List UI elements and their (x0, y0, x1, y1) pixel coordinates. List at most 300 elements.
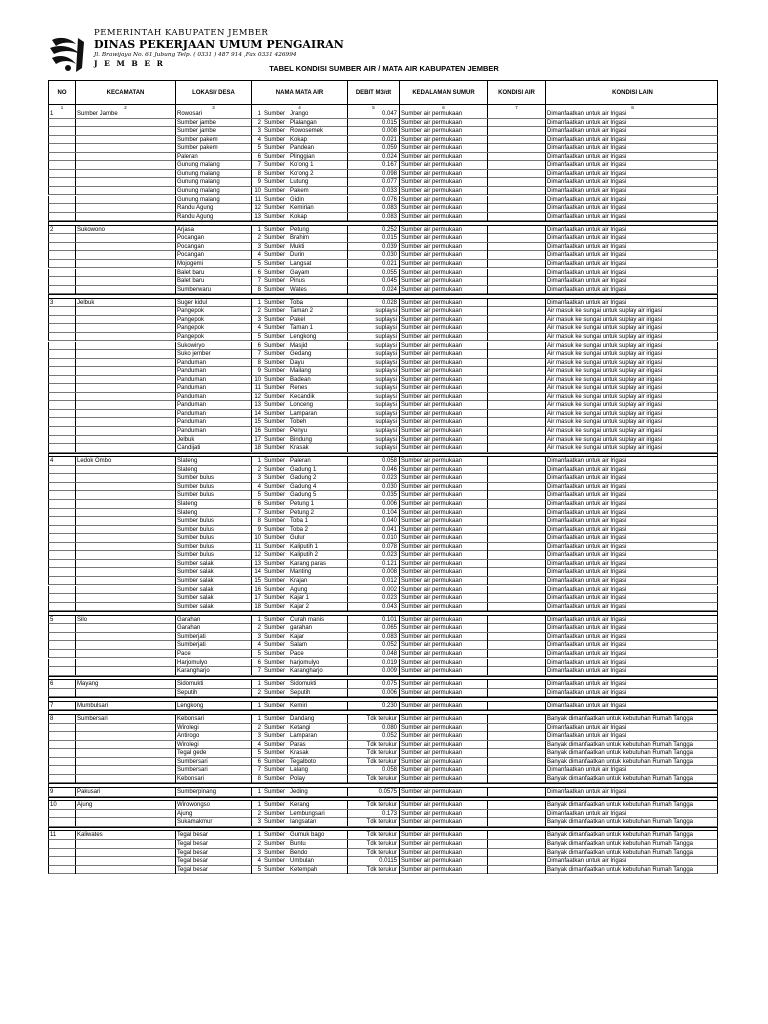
cell-source-index: 15 (251, 577, 263, 585)
cell-kedalaman-sumur: Sumber air permukaan (399, 444, 487, 452)
table-row (48, 359, 718, 368)
cell-lokasi-desa: Slateng (175, 466, 251, 474)
cell-source-prefix: Sumber (264, 436, 286, 443)
cell-kedalaman-sumur: Sumber air permukaan (399, 560, 487, 568)
cell-source-prefix: Sumber (264, 750, 286, 757)
cell-kondisi-lain: Dimanfaatkan untuk air Irigasi (545, 474, 718, 482)
cell-kecamatan (75, 251, 175, 259)
cell-no (49, 466, 75, 474)
table-row (48, 342, 718, 351)
cell-kondisi-air (487, 603, 545, 611)
table-row (48, 551, 718, 560)
cell-kecamatan (75, 551, 175, 559)
cell-kedalaman-sumur: Sumber air permukaan (399, 491, 487, 499)
cell-source-index: 6 (251, 153, 263, 161)
cell-lokasi-desa: Pocangan (175, 251, 251, 259)
cell-kondisi-air (487, 633, 545, 641)
cell-kondisi-lain: Dimanfaatkan untuk air Irigasi (545, 457, 718, 465)
cell-kedalaman-sumur: Sumber air permukaan (399, 857, 487, 865)
cell-kedalaman-sumur: Sumber air permukaan (399, 466, 487, 474)
cell-source-index: 8 (251, 170, 263, 178)
cell-kondisi-air (487, 444, 545, 452)
cell-lokasi-desa: Sumber salak (175, 594, 251, 602)
cell-kecamatan (75, 144, 175, 152)
cell-source-name: Gadung 1 (290, 466, 317, 473)
header-debit: DEBIT M3/dt (347, 81, 399, 105)
cell-no (49, 153, 75, 161)
cell-no (49, 204, 75, 212)
cell-kecamatan (75, 641, 175, 649)
cell-kecamatan (75, 650, 175, 658)
cell-debit: 0.045 (347, 277, 399, 285)
table-row (48, 500, 718, 509)
table-row (48, 509, 718, 518)
cell-source-index: 8 (251, 775, 263, 783)
agency-address: Jl. Brawijaya No. 61 Jubung Telp. ( 0331 ) 487 914 ,Fax 0331 426994 (94, 52, 297, 58)
cell-kecamatan: Ledok Ombo (75, 457, 175, 465)
cell-debit: 0.023 (347, 474, 399, 482)
cell-source-index: 1 (251, 110, 263, 118)
cell-source-index: 16 (251, 427, 263, 435)
cell-source-name: Gadung 5 (290, 492, 317, 499)
cell-kecamatan (75, 667, 175, 675)
cell-lokasi-desa: Sumbersari (175, 766, 251, 774)
table-row (48, 857, 718, 866)
cell-kedalaman-sumur: Sumber air permukaan (399, 641, 487, 649)
cell-kedalaman-sumur: Sumber air permukaan (399, 119, 487, 127)
cell-source-index: 9 (251, 178, 263, 186)
cell-source-index: 6 (251, 269, 263, 277)
cell-lokasi-desa: Sumber jambe (175, 119, 251, 127)
cell-source-name: Petung 1 (290, 501, 315, 507)
cell-kondisi-air (487, 577, 545, 585)
cell-source-prefix: Sumber (264, 226, 286, 233)
cell-kondisi-lain: Air masuk ke sungai untuk suplay air irigasi (545, 324, 718, 332)
cell-kecamatan (75, 269, 175, 277)
table-row (48, 560, 718, 569)
cell-no (49, 350, 75, 358)
cell-kedalaman-sumur: Sumber air permukaan (399, 840, 487, 848)
cell-kondisi-lain: Banyak dimanfaatkan untuk kebutuhan Rumah Tangga (545, 866, 718, 874)
cell-source-prefix: Sumber (264, 535, 286, 542)
table-row (48, 324, 718, 333)
table-row (48, 418, 718, 427)
cell-source-name: Karangharjo (290, 668, 323, 675)
cell-kondisi-lain: Banyak dimanfaatkan untuk kebutuhan Rumah Tangga (545, 715, 718, 723)
cell-kedalaman-sumur: Sumber air permukaan (399, 577, 487, 585)
table-row (48, 307, 718, 316)
cell-kondisi-lain: Dimanfaatkan untuk air Irigasi (545, 119, 718, 127)
cell-source-prefix: Sumber (264, 316, 286, 323)
cell-debit: 0.009 (347, 667, 399, 675)
cell-no (49, 624, 75, 632)
cell-lokasi-desa: Sumberpinang (175, 788, 251, 796)
cell-source-name: Jrango (290, 111, 309, 117)
cell-source-prefix: Sumber (264, 716, 286, 723)
cell-kecamatan: Sumbersari (75, 715, 175, 723)
cell-no: 8 (50, 716, 54, 723)
cell-debit: Tdk terukur (347, 715, 399, 723)
cell-source-name: garahan (290, 625, 313, 632)
cell-kecamatan (75, 376, 175, 384)
cell-kedalaman-sumur: Sumber air permukaan (399, 603, 487, 611)
cell-source-index: 5 (251, 491, 263, 499)
cell-lokasi-desa: Sukowiryo (175, 342, 251, 350)
cell-kecamatan (75, 127, 175, 135)
cell-kedalaman-sumur: Sumber air permukaan (399, 153, 487, 161)
cell-source-name: Karang paras (290, 560, 327, 567)
cell-source-index: 1 (251, 226, 263, 234)
cell-no (49, 810, 75, 818)
cell-source-name: Plinggian (290, 153, 315, 160)
table-row (48, 594, 718, 603)
table-row (48, 384, 718, 393)
cell-kondisi-air (487, 534, 545, 542)
column-number: 3 (175, 105, 251, 110)
cell-kondisi-air (487, 659, 545, 667)
cell-source-name: Ko'ong 1 (290, 162, 314, 169)
cell-kondisi-air (487, 594, 545, 602)
cell-source-name: Buntu (290, 841, 306, 847)
cell-debit: suplaysi (347, 393, 399, 401)
cell-source-index: 7 (251, 667, 263, 675)
cell-source-prefix: Sumber (264, 733, 286, 740)
column-number: 5 (347, 105, 399, 110)
cell-debit: 0.039 (347, 243, 399, 251)
cell-source-prefix: Sumber (264, 153, 286, 160)
cell-kecamatan (75, 474, 175, 482)
cell-debit: suplaysi (347, 376, 399, 384)
cell-source-index: 12 (251, 551, 263, 559)
cell-source-index: 5 (251, 749, 263, 757)
cell-lokasi-desa: Seputih (175, 689, 251, 697)
cell-kecamatan: Mumbulsari (75, 702, 175, 710)
cell-kondisi-air (487, 849, 545, 857)
cell-debit: 0.043 (347, 603, 399, 611)
cell-kecamatan (75, 534, 175, 542)
cell-no (49, 196, 75, 204)
cell-kondisi-lain: Air masuk ke sungai untuk suplay air irigasi (545, 376, 718, 384)
cell-no (49, 213, 75, 221)
cell-kecamatan (75, 526, 175, 534)
cell-no (49, 260, 75, 268)
cell-source-index: 13 (251, 560, 263, 568)
table-row (48, 260, 718, 269)
cell-kecamatan (75, 857, 175, 865)
cell-kondisi-air (487, 680, 545, 688)
cell-kondisi-lain: Air masuk ke sungai untuk suplay air irigasi (545, 316, 718, 324)
cell-kecamatan (75, 491, 175, 499)
cell-source-name: Lamparan (290, 733, 318, 740)
cell-kondisi-lain: Dimanfaatkan untuk air Irigasi (545, 603, 718, 611)
cell-source-name: Pakel (290, 316, 306, 323)
cell-debit: 0.048 (347, 650, 399, 658)
cell-kedalaman-sumur: Sumber air permukaan (399, 702, 487, 710)
cell-kondisi-lain: Dimanfaatkan untuk air Irigasi (545, 144, 718, 152)
cell-source-index: 1 (251, 616, 263, 624)
table-row (48, 243, 718, 252)
table-row (48, 367, 718, 376)
table-row (48, 204, 718, 213)
table-row (48, 775, 718, 784)
cell-kecamatan (75, 401, 175, 409)
table-row (48, 144, 718, 153)
cell-source-name: Kemirian (290, 205, 314, 212)
cell-kedalaman-sumur: Sumber air permukaan (399, 457, 487, 465)
cell-debit: 0.167 (347, 161, 399, 169)
cell-kecamatan: Sumber Jambe (75, 110, 175, 118)
column-number: 4 (251, 105, 347, 110)
cell-source-index: 5 (251, 866, 263, 874)
cell-kondisi-lain: Dimanfaatkan untuk air Irigasi (545, 178, 718, 186)
cell-no (49, 840, 75, 848)
table-row (48, 234, 718, 243)
cell-debit: 0.023 (347, 594, 399, 602)
cell-kondisi-air (487, 715, 545, 723)
cell-kondisi-air (487, 170, 545, 178)
table-row (48, 801, 718, 810)
cell-kecamatan (75, 260, 175, 268)
cell-source-prefix: Sumber (264, 179, 286, 186)
cell-debit: suplaysi (347, 418, 399, 426)
cell-source-name: Taman 1 (290, 325, 314, 332)
cell-kedalaman-sumur: Sumber air permukaan (399, 178, 487, 186)
table-row (48, 534, 718, 543)
cell-lokasi-desa: Randu Agung (175, 213, 251, 221)
cell-no (49, 286, 75, 294)
cell-kecamatan: Ajung (75, 801, 175, 809)
cell-no (49, 234, 75, 242)
cell-kondisi-air (487, 766, 545, 774)
table-row (48, 226, 718, 235)
cell-source-prefix: Sumber (264, 819, 286, 826)
table-row (48, 393, 718, 402)
header-kondisi-air: KONDISI AIR (487, 81, 545, 105)
cell-kedalaman-sumur: Sumber air permukaan (399, 161, 487, 169)
cell-kondisi-lain: Dimanfaatkan untuk air Irigasi (545, 153, 718, 161)
cell-kecamatan (75, 410, 175, 418)
cell-kondisi-lain: Banyak dimanfaatkan untuk kebutuhan Rumah Tangga (545, 831, 718, 839)
cell-source-name: Gidin (290, 196, 305, 203)
cell-source-name: Durin (290, 252, 305, 259)
table-row (48, 650, 718, 659)
agency-city: J E M B E R (94, 59, 165, 68)
table-row (48, 633, 718, 642)
cell-kondisi-lain: Banyak dimanfaatkan untuk kebutuhan Rumah Tangga (545, 840, 718, 848)
table-row (48, 127, 718, 136)
cell-debit: 0.030 (347, 483, 399, 491)
cell-debit: suplaysi (347, 444, 399, 452)
table-row (48, 251, 718, 260)
cell-kondisi-air (487, 410, 545, 418)
cell-kondisi-lain: Dimanfaatkan untuk air Irigasi (545, 810, 718, 818)
cell-source-name: Kajar (290, 633, 305, 640)
table-row (48, 136, 718, 145)
cell-source-name: Iangsatan (290, 819, 317, 826)
cell-debit: 0.101 (347, 616, 399, 624)
cell-source-name: Ketempah (290, 866, 318, 873)
cell-source-name: Petung (290, 226, 310, 233)
cell-debit: 0.015 (347, 234, 399, 242)
cell-kedalaman-sumur: Sumber air permukaan (399, 667, 487, 675)
cell-kondisi-air (487, 316, 545, 324)
cell-no (49, 342, 75, 350)
cell-kedalaman-sumur: Sumber air permukaan (399, 144, 487, 152)
table-row (48, 866, 718, 875)
cell-lokasi-desa: Slateng (175, 509, 251, 517)
table-row (48, 624, 718, 633)
cell-kecamatan (75, 436, 175, 444)
cell-kecamatan (75, 866, 175, 874)
cell-source-prefix: Sumber (264, 428, 286, 434)
cell-source-name: Langsat (290, 260, 312, 267)
cell-debit: 0.083 (347, 213, 399, 221)
cell-lokasi-desa: Sumberjati (175, 633, 251, 641)
cell-source-name: Krasak (290, 750, 309, 757)
cell-kecamatan (75, 603, 175, 611)
cell-lokasi-desa: Gunung malang (175, 187, 251, 195)
cell-source-name: Wates (290, 286, 307, 293)
cell-source-index: 8 (251, 286, 263, 294)
cell-kecamatan (75, 724, 175, 732)
cell-source-prefix: Sumber (264, 810, 286, 817)
cell-source-name: Brahim (290, 235, 310, 242)
cell-lokasi-desa: Arjasa (175, 226, 251, 234)
cell-source-prefix: Sumber (264, 351, 286, 358)
cell-no (49, 243, 75, 251)
cell-kondisi-lain: Dimanfaatkan untuk air Irigasi (545, 586, 718, 594)
cell-debit: suplaysi (347, 436, 399, 444)
cell-kondisi-lain: Banyak dimanfaatkan untuk kebutuhan Rumah Tangga (545, 849, 718, 857)
cell-lokasi-desa: Gunung malang (175, 161, 251, 169)
cell-kedalaman-sumur: Sumber air permukaan (399, 350, 487, 358)
cell-source-index: 5 (251, 260, 263, 268)
cell-kedalaman-sumur: Sumber air permukaan (399, 543, 487, 551)
cell-kecamatan (75, 818, 175, 826)
cell-kondisi-lain: Air masuk ke sungai untuk suplay air irigasi (545, 359, 718, 367)
cell-source-index: 2 (251, 810, 263, 818)
cell-source-index: 7 (251, 766, 263, 774)
cell-kondisi-air (487, 866, 545, 874)
cell-source-name: Kokap (290, 136, 308, 143)
cell-lokasi-desa: Sumberwaru (175, 286, 251, 294)
table-row (48, 170, 718, 179)
cell-lokasi-desa: Sumbersari (175, 758, 251, 766)
cell-no (49, 758, 75, 766)
table-row (48, 840, 718, 849)
cell-kondisi-air (487, 741, 545, 749)
cell-lokasi-desa: Wirowongso (175, 801, 251, 809)
cell-kondisi-lain: Air masuk ke sungai untuk suplay air irigasi (545, 418, 718, 426)
cell-kondisi-air (487, 110, 545, 118)
cell-kondisi-lain: Dimanfaatkan untuk air Irigasi (545, 724, 718, 732)
cell-no (49, 749, 75, 757)
cell-source-name: Kaliputih 2 (290, 552, 319, 559)
cell-kecamatan (75, 560, 175, 568)
cell-kecamatan (75, 689, 175, 697)
cell-source-prefix: Sumber (264, 767, 286, 774)
cell-kondisi-air (487, 299, 545, 307)
cell-no (49, 849, 75, 857)
cell-kondisi-air (487, 178, 545, 186)
cell-kondisi-air (487, 277, 545, 285)
cell-kondisi-air (487, 724, 545, 732)
cell-source-prefix: Sumber (264, 136, 286, 143)
cell-no (49, 586, 75, 594)
cell-debit: 0.058 (347, 766, 399, 774)
cell-kondisi-lain: Air masuk ke sungai untuk suplay air irigasi (545, 367, 718, 375)
table-row (48, 401, 718, 410)
cell-kecamatan (75, 136, 175, 144)
cell-kondisi-air (487, 393, 545, 401)
cell-source-index: 3 (251, 316, 263, 324)
cell-no (49, 491, 75, 499)
cell-kedalaman-sumur: Sumber air permukaan (399, 170, 487, 178)
cell-kedalaman-sumur: Sumber air permukaan (399, 307, 487, 315)
cell-kedalaman-sumur: Sumber air permukaan (399, 436, 487, 444)
cell-source-name: Petung 2 (290, 509, 315, 516)
cell-source-prefix: Sumber (264, 458, 286, 465)
cell-no (49, 119, 75, 127)
cell-no (49, 818, 75, 826)
cell-kedalaman-sumur: Sumber air permukaan (399, 517, 487, 525)
cell-debit: 0.059 (347, 144, 399, 152)
cell-kondisi-air (487, 616, 545, 624)
cell-kondisi-lain: Dimanfaatkan untuk air Irigasi (545, 616, 718, 624)
cell-source-prefix: Sumber (264, 308, 286, 315)
cell-kondisi-air (487, 457, 545, 465)
cell-no (49, 161, 75, 169)
cell-source-prefix: Sumber (264, 213, 286, 220)
cell-kondisi-lain: Dimanfaatkan untuk air Irigasi (545, 187, 718, 195)
cell-no: 10 (50, 802, 57, 809)
cell-kondisi-air (487, 560, 545, 568)
cell-kondisi-air (487, 234, 545, 242)
cell-debit: Tdk terukur (347, 775, 399, 783)
cell-source-index: 1 (251, 702, 263, 710)
cell-source-index: 2 (251, 234, 263, 242)
cell-no (49, 436, 75, 444)
cell-kondisi-air (487, 483, 545, 491)
cell-source-prefix: Sumber (264, 205, 286, 212)
cell-kedalaman-sumur: Sumber air permukaan (399, 775, 487, 783)
cell-debit: Tdk terukur (347, 849, 399, 857)
cell-source-prefix: Sumber (264, 758, 286, 765)
cell-no (49, 659, 75, 667)
cell-source-index: 3 (251, 127, 263, 135)
cell-lokasi-desa: Sumber salak (175, 560, 251, 568)
table-row (48, 724, 718, 733)
cell-debit: 0.028 (347, 299, 399, 307)
cell-source-name: Kajar 1 (290, 595, 310, 602)
cell-debit: suplaysi (347, 342, 399, 350)
cell-lokasi-desa: Pangepok (175, 316, 251, 324)
cell-debit: Tdk terukur (347, 741, 399, 749)
cell-lokasi-desa: Sumber bulus (175, 483, 251, 491)
cell-kedalaman-sumur: Sumber air permukaan (399, 849, 487, 857)
cell-kondisi-lain: Dimanfaatkan untuk air Irigasi (545, 667, 718, 675)
cell-source-index: 3 (251, 849, 263, 857)
table-row (48, 641, 718, 650)
cell-lokasi-desa: Tegal besar (175, 866, 251, 874)
cell-source-index: 10 (251, 187, 263, 195)
cell-kecamatan (75, 624, 175, 632)
cell-kondisi-lain: Air masuk ke sungai untuk suplay air irigasi (545, 350, 718, 358)
cell-lokasi-desa: Sumber salak (175, 577, 251, 585)
cell-source-index: 4 (251, 741, 263, 749)
cell-kedalaman-sumur: Sumber air permukaan (399, 226, 487, 234)
table-row (48, 110, 718, 119)
